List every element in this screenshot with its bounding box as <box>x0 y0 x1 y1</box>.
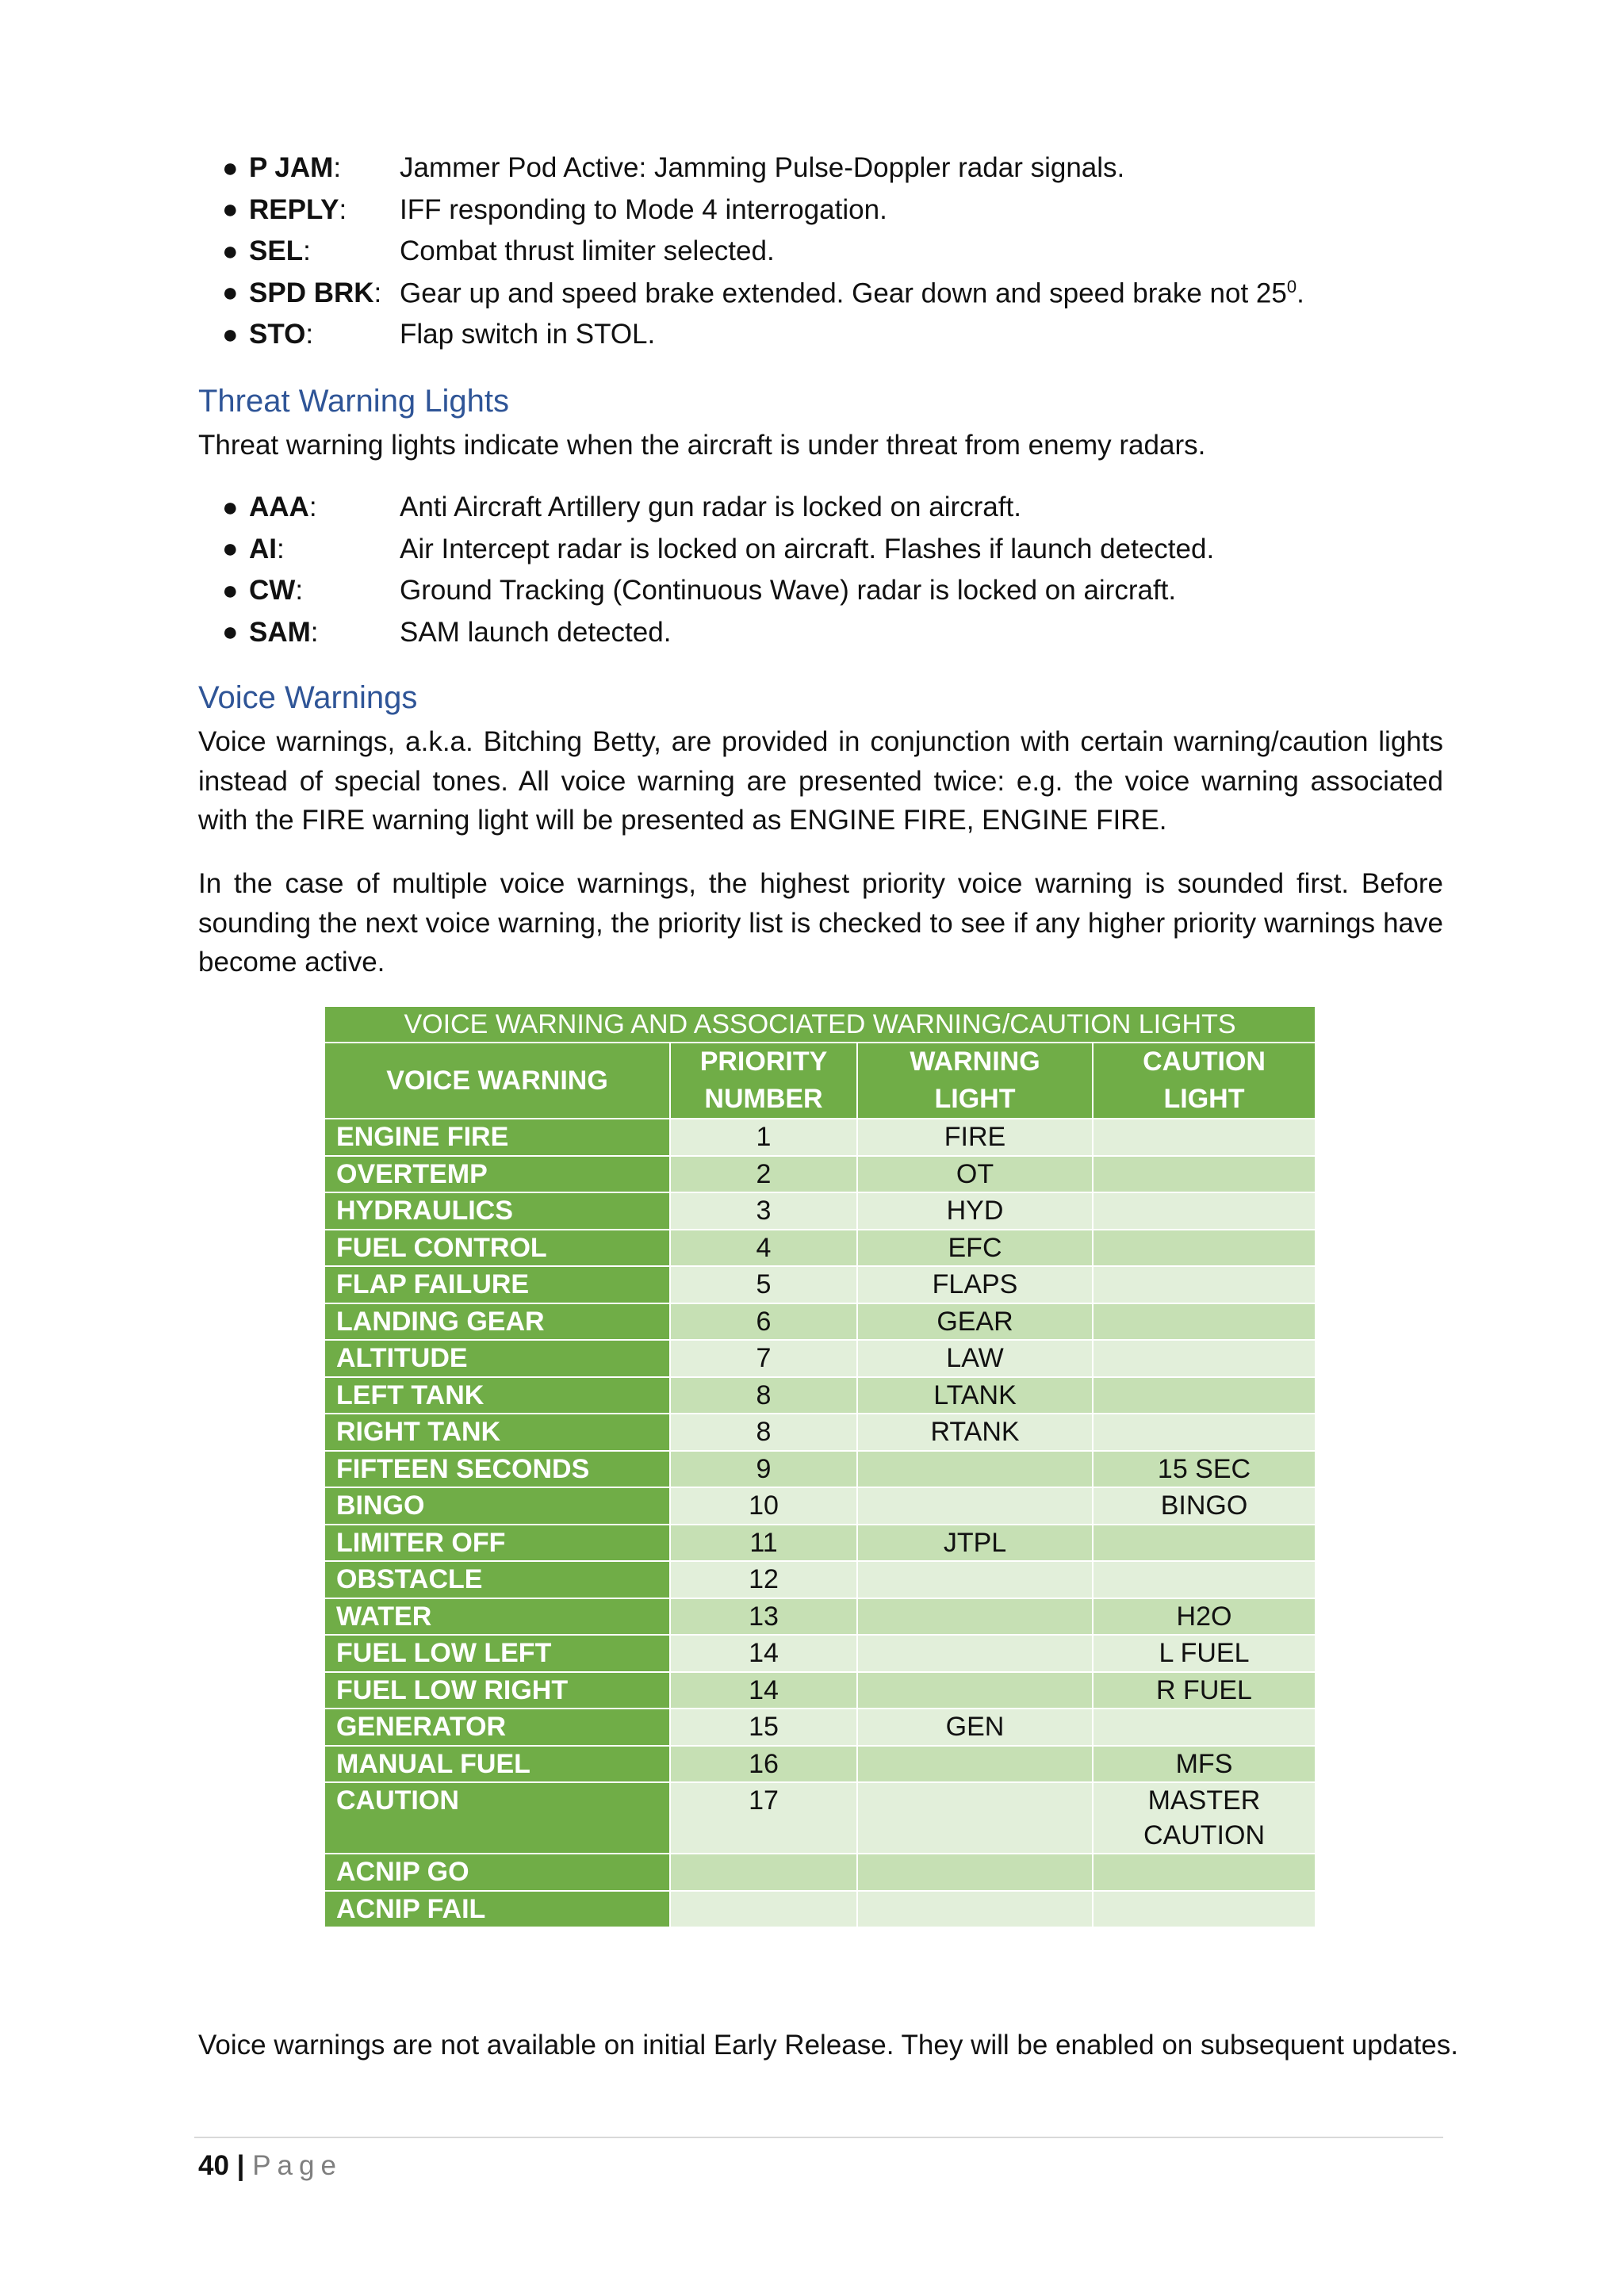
indicator-lights-list <box>198 147 1443 356</box>
warning-light-cell: LAW <box>857 1340 1093 1377</box>
list-description: Gear up and speed brake extended. Gear down and speed brake not $25^0$. <box>400 276 1304 309</box>
table-row <box>324 1525 1316 1562</box>
page-footer <box>198 2147 343 2185</box>
voice-heading: Voice Warnings <box>198 680 418 715</box>
warning-light-cell: JTPL <box>857 1525 1093 1562</box>
voice-warning-cell: MANUAL FUEL <box>324 1746 670 1783</box>
list-term: STO: <box>249 319 314 350</box>
bullet-icon: ● <box>222 617 239 648</box>
table-body <box>324 1119 1316 1927</box>
table-row <box>324 1709 1316 1746</box>
bullet-icon: ● <box>222 235 239 266</box>
caution-light-cell <box>1093 1709 1316 1746</box>
caution-light-cell <box>1093 1340 1316 1377</box>
bullet-icon: ● <box>222 534 239 564</box>
caution-light-cell <box>1093 1525 1316 1562</box>
priority-cell: 13 <box>670 1598 857 1636</box>
priority-cell: 5 <box>670 1266 857 1303</box>
warning-light-cell: FIRE <box>857 1119 1093 1156</box>
warning-light-cell <box>857 1561 1093 1598</box>
voice-warning-cell: ACNIP FAIL <box>324 1891 670 1928</box>
warning-light-cell <box>857 1782 1093 1854</box>
warning-light-cell: FLAPS <box>857 1266 1093 1303</box>
bullet-icon: ● <box>222 575 239 606</box>
list-description: Ground Tracking (Continuous Wave) radar is locked on aircraft. <box>400 575 1177 607</box>
warning-light-cell <box>857 1598 1093 1636</box>
table-row <box>324 1561 1316 1598</box>
caution-light-cell <box>1093 1266 1316 1303</box>
voice-warning-cell: LEFT TANK <box>324 1377 670 1414</box>
priority-cell <box>670 1854 857 1891</box>
list-item <box>198 273 1443 315</box>
list-description: SAM launch detected. <box>400 616 672 648</box>
list-term: SEL: <box>249 235 311 267</box>
list-term: SAM: <box>249 616 319 648</box>
table-row <box>324 1340 1316 1377</box>
warning-light-cell: GEAR <box>857 1303 1093 1341</box>
table-row <box>324 1672 1316 1709</box>
voice-paragraph-1: Voice warnings, a.k.a. Bitching Betty, are provided in conjunction with certain warning/caution lights instead of special tones. All voice warning are presented twice: e.g. the voice warning associated with the FIRE warning light will be presented as ENGINE FIRE, ENGINE FIRE. <box>198 726 1443 836</box>
caution-light-cell: L FUEL <box>1093 1635 1316 1672</box>
priority-cell: 12 <box>670 1561 857 1598</box>
list-description: IFF responding to Mode 4 interrogation. <box>400 193 887 225</box>
voice-note: Voice warnings are not available on initial Early Release. They will be enabled on subsequent updates. <box>198 2030 1458 2061</box>
voice-warning-cell: OVERTEMP <box>324 1156 670 1193</box>
table-row <box>324 1414 1316 1451</box>
priority-cell <box>670 1891 857 1928</box>
table-row <box>324 1303 1316 1341</box>
warning-light-cell: LTANK <box>857 1377 1093 1414</box>
caution-light-cell <box>1093 1414 1316 1451</box>
table-row <box>324 1487 1316 1525</box>
warning-light-cell: RTANK <box>857 1414 1093 1451</box>
priority-cell: 8 <box>670 1414 857 1451</box>
priority-cell: 11 <box>670 1525 857 1562</box>
voice-warning-cell: FUEL CONTROL <box>324 1230 670 1267</box>
voice-warning-cell: HYDRAULICS <box>324 1192 670 1230</box>
list-term: AAA: <box>249 492 317 523</box>
voice-warning-cell: FUEL LOW RIGHT <box>324 1672 670 1709</box>
threat-lights-list <box>198 487 1443 653</box>
caution-light-cell: MFS <box>1093 1746 1316 1783</box>
priority-cell: 6 <box>670 1303 857 1341</box>
voice-warning-cell: GENERATOR <box>324 1709 670 1746</box>
warning-light-cell <box>857 1672 1093 1709</box>
priority-cell: 15 <box>670 1709 857 1746</box>
table-row <box>324 1782 1316 1854</box>
caution-light-cell: BINGO <box>1093 1487 1316 1525</box>
priority-cell: 16 <box>670 1746 857 1783</box>
voice-warning-cell: BINGO <box>324 1487 670 1525</box>
list-term: SPD BRK: <box>249 277 382 308</box>
list-item <box>198 314 1443 356</box>
bullet-icon: ● <box>222 194 239 225</box>
priority-cell: 17 <box>670 1782 857 1854</box>
bullet-icon: ● <box>222 277 239 308</box>
threat-heading: Threat Warning Lights <box>198 384 510 419</box>
caution-light-cell <box>1093 1561 1316 1598</box>
warning-light-cell: OT <box>857 1156 1093 1193</box>
voice-warning-cell: FIFTEEN SECONDS <box>324 1451 670 1488</box>
caution-light-cell <box>1093 1854 1316 1891</box>
table-row <box>324 1119 1316 1156</box>
list-item <box>198 231 1443 273</box>
voice-paragraph-2: In the case of multiple voice warnings, the highest priority voice warning is sounded first. Before sounding the next voice warning, the priority list is checked to see if any higher priority warnings have become active. <box>198 868 1443 978</box>
warning-light-cell <box>857 1451 1093 1488</box>
table-row <box>324 1266 1316 1303</box>
page-label: Page <box>252 2150 343 2181</box>
voice-warning-cell: ACNIP GO <box>324 1854 670 1891</box>
voice-warning-cell: RIGHT TANK <box>324 1414 670 1451</box>
caution-light-cell <box>1093 1891 1316 1928</box>
priority-cell: 14 <box>670 1635 857 1672</box>
voice-warning-cell: OBSTACLE <box>324 1561 670 1598</box>
table-row <box>324 1192 1316 1230</box>
list-term: AI: <box>249 533 285 564</box>
priority-cell: 2 <box>670 1156 857 1193</box>
list-description: Air Intercept radar is locked on aircraft. Flashes if launch detected. <box>400 533 1215 564</box>
bullet-icon: ● <box>222 152 239 183</box>
header-caution-light: CAUTION LIGHT <box>1093 1043 1316 1119</box>
list-item <box>198 147 1443 189</box>
warning-light-cell: EFC <box>857 1230 1093 1267</box>
list-item <box>198 529 1443 571</box>
table-row <box>324 1377 1316 1414</box>
table-row <box>324 1854 1316 1891</box>
caution-light-cell: MASTER CAUTION <box>1093 1782 1316 1854</box>
warning-light-cell <box>857 1487 1093 1525</box>
warning-light-cell <box>857 1635 1093 1672</box>
list-item <box>198 570 1443 612</box>
list-term: P JAM: <box>249 152 342 184</box>
priority-cell: 8 <box>670 1377 857 1414</box>
voice-warning-table <box>324 1005 1316 1928</box>
voice-warning-cell: LANDING GEAR <box>324 1303 670 1341</box>
caution-light-cell <box>1093 1192 1316 1230</box>
list-term: CW: <box>249 575 304 607</box>
voice-warning-cell: FLAP FAILURE <box>324 1266 670 1303</box>
list-description: Flap switch in STOL. <box>400 319 656 350</box>
caution-light-cell: R FUEL <box>1093 1672 1316 1709</box>
caution-light-cell: H2O <box>1093 1598 1316 1636</box>
footer-divider <box>194 2137 1443 2138</box>
footer-separator: | <box>236 2150 245 2181</box>
threat-intro: Threat warning lights indicate when the aircraft is under threat from enemy radars. <box>198 430 1206 461</box>
priority-cell: 4 <box>670 1230 857 1267</box>
page-number: 40 <box>198 2150 229 2181</box>
bullet-icon: ● <box>222 492 239 522</box>
voice-warning-cell: ENGINE FIRE <box>324 1119 670 1156</box>
header-priority-number: PRIORITY NUMBER <box>670 1043 857 1119</box>
bullet-icon: ● <box>222 319 239 350</box>
caution-light-cell <box>1093 1156 1316 1193</box>
voice-warning-cell: WATER <box>324 1598 670 1636</box>
list-description: Jammer Pod Active: Jamming Pulse-Doppler radar signals. <box>400 152 1125 184</box>
priority-cell: 14 <box>670 1672 857 1709</box>
caution-light-cell <box>1093 1303 1316 1341</box>
table-row <box>324 1451 1316 1488</box>
caution-light-cell: 15 SEC <box>1093 1451 1316 1488</box>
caution-light-cell <box>1093 1230 1316 1267</box>
priority-cell: 1 <box>670 1119 857 1156</box>
warning-light-cell <box>857 1854 1093 1891</box>
list-item <box>198 612 1443 654</box>
voice-warning-cell: FUEL LOW LEFT <box>324 1635 670 1672</box>
table-row <box>324 1598 1316 1636</box>
list-item <box>198 189 1443 232</box>
warning-light-cell: GEN <box>857 1709 1093 1746</box>
table-row <box>324 1635 1316 1672</box>
header-voice-warning: VOICE WARNING <box>324 1043 670 1119</box>
priority-cell: 10 <box>670 1487 857 1525</box>
table-row <box>324 1230 1316 1267</box>
voice-warning-cell: LIMITER OFF <box>324 1525 670 1562</box>
priority-cell: 7 <box>670 1340 857 1377</box>
warning-light-cell <box>857 1746 1093 1783</box>
voice-warning-cell: ALTITUDE <box>324 1340 670 1377</box>
warning-light-cell <box>857 1891 1093 1928</box>
table-row <box>324 1891 1316 1928</box>
priority-cell: 9 <box>670 1451 857 1488</box>
list-description: Anti Aircraft Artillery gun radar is locked on aircraft. <box>400 492 1021 523</box>
caution-light-cell <box>1093 1119 1316 1156</box>
header-warning-light: WARNING LIGHT <box>857 1043 1093 1119</box>
warning-light-cell: HYD <box>857 1192 1093 1230</box>
table-title: VOICE WARNING AND ASSOCIATED WARNING/CAUTION LIGHTS <box>324 1006 1316 1043</box>
caution-light-cell <box>1093 1377 1316 1414</box>
list-item <box>198 487 1443 529</box>
table-row <box>324 1746 1316 1783</box>
list-term: REPLY: <box>249 193 347 225</box>
voice-warning-cell: CAUTION <box>324 1782 670 1854</box>
priority-cell: 3 <box>670 1192 857 1230</box>
table-row <box>324 1156 1316 1193</box>
list-description: Combat thrust limiter selected. <box>400 235 775 267</box>
